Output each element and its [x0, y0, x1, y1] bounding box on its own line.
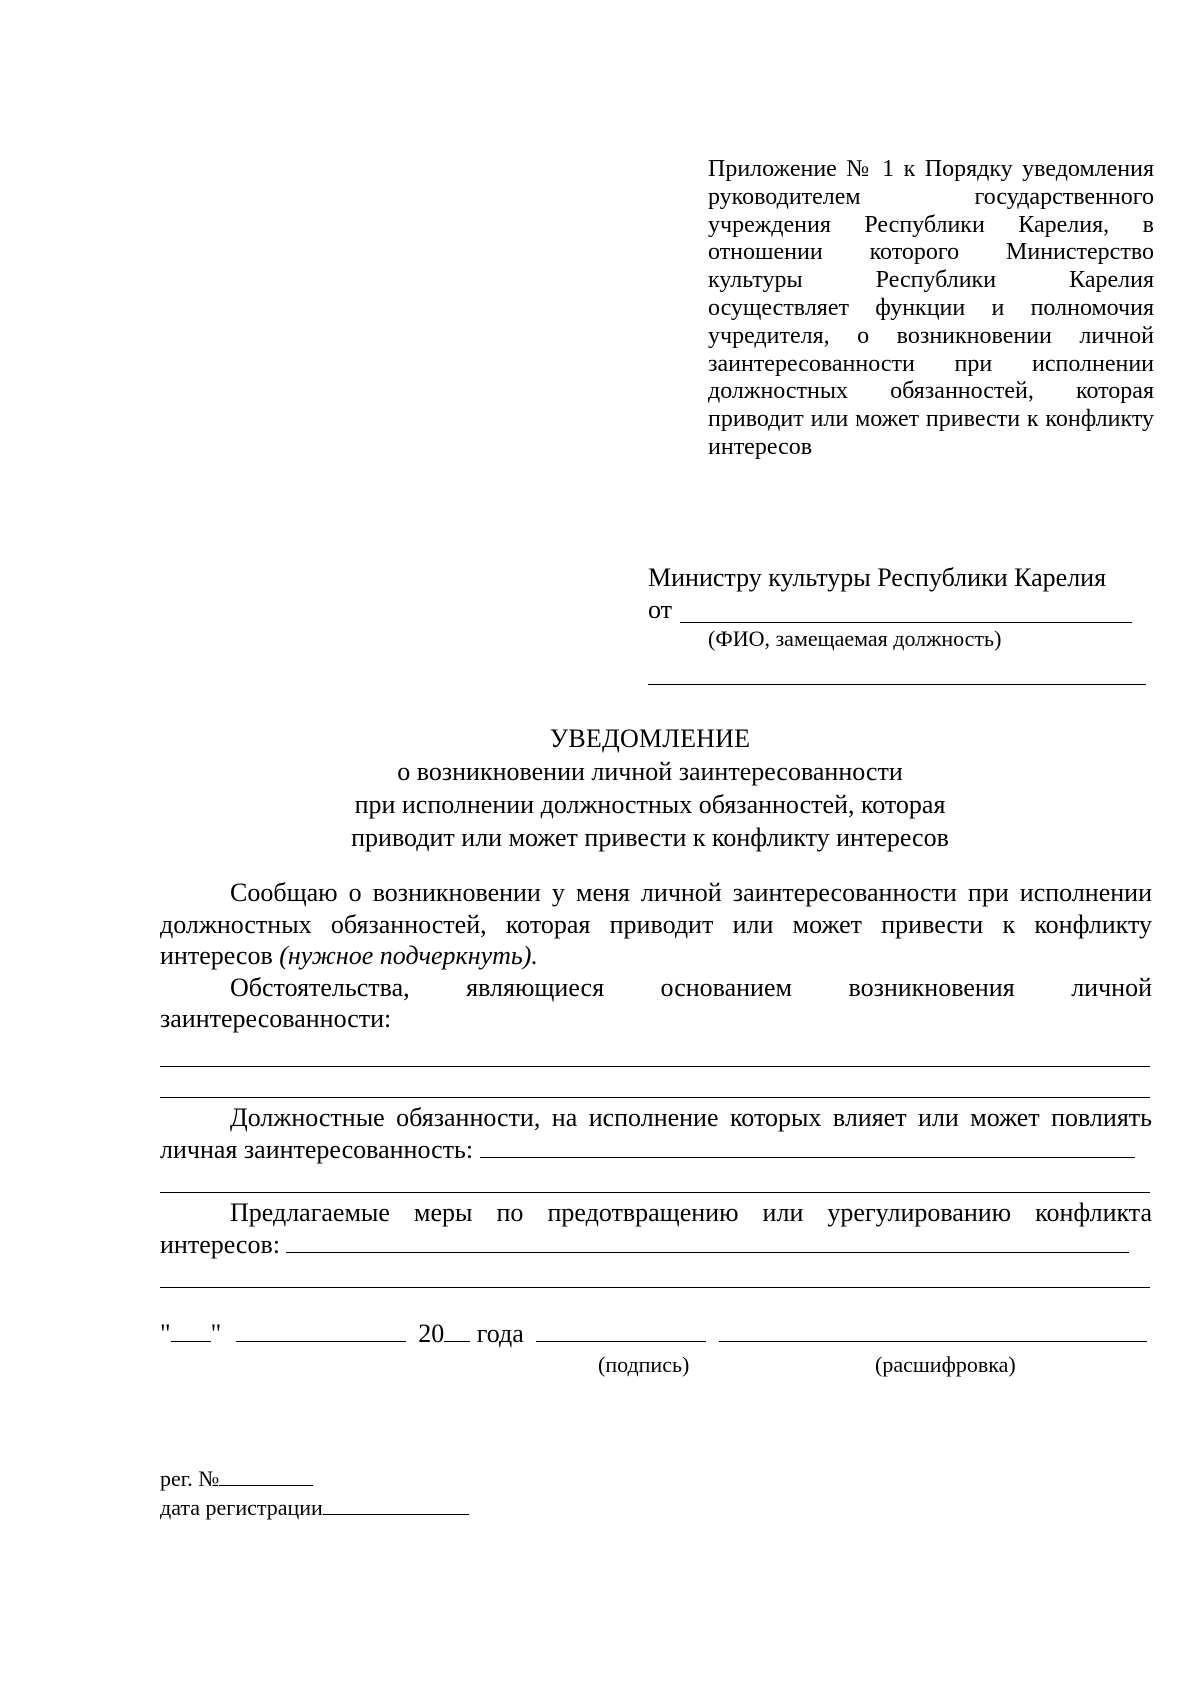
duties-block	[160, 1102, 1152, 1165]
title-line-3: приводит или может привести к конфликту интересов	[351, 823, 949, 852]
measures-line-2[interactable]	[160, 1287, 1150, 1288]
fio-caption: (ФИО, замещаемая должность)	[708, 626, 1002, 651]
position-blank-line[interactable]	[648, 684, 1146, 685]
reg-number-row	[160, 1464, 469, 1493]
year-suffix: года	[476, 1319, 524, 1348]
from-blank-line[interactable]	[680, 622, 1132, 623]
date-signature-row	[160, 1318, 1147, 1350]
quote-open: "	[160, 1319, 171, 1348]
paragraph-circumstances: Обстоятельства, являющиеся основанием возникновения личной заинтересованности:	[160, 972, 1152, 1033]
paragraph-duties-text: Должностные обязанности, на исполнение которых влияет или может повлиять личная заинтересованность:	[160, 1103, 1152, 1164]
year-blank[interactable]	[444, 1341, 470, 1342]
underline-hint: (нужное подчеркнуть).	[279, 941, 538, 970]
from-label: от	[648, 595, 673, 624]
notification-body	[160, 877, 1152, 1035]
paragraph-measures	[160, 1197, 1152, 1260]
registration-block	[160, 1464, 469, 1522]
reg-date-blank[interactable]	[323, 1514, 469, 1515]
duties-inline-line[interactable]	[480, 1157, 1135, 1158]
signature-blank[interactable]	[536, 1341, 706, 1342]
paragraph-duties	[160, 1102, 1152, 1165]
document-title	[150, 722, 1150, 854]
day-blank[interactable]	[171, 1341, 211, 1342]
circumstances-line-1[interactable]	[160, 1066, 1150, 1067]
paragraph-report-text: Сообщаю о возникновении у меня личной заинтересованности при исполнении должностных обязанностей, которая приводит или может привести к конфликту интересов	[160, 878, 1152, 970]
reg-number-label: рег. №	[160, 1466, 220, 1491]
paragraph-report	[160, 877, 1152, 972]
measures-inline-line[interactable]	[286, 1252, 1129, 1253]
reg-number-blank[interactable]	[219, 1485, 313, 1486]
month-blank[interactable]	[236, 1341, 406, 1342]
year-prefix: 20	[418, 1319, 445, 1348]
title-line-2: при исполнении должностных обязанностей, которая	[354, 790, 946, 819]
reg-date-row	[160, 1493, 469, 1522]
addressee-minister: Министру культуры Республики Карелия	[648, 563, 1107, 592]
decode-caption: (расшифровка)	[875, 1352, 1016, 1377]
title-line-1: о возникновении личной заинтересованности	[397, 757, 903, 786]
measures-block	[160, 1197, 1152, 1260]
title-main: УВЕДОМЛЕНИЕ	[549, 724, 751, 753]
signature-caption: (подпись)	[598, 1352, 690, 1377]
addressee-block	[648, 562, 1148, 651]
duties-line-2[interactable]	[160, 1192, 1150, 1193]
quote-close: "	[210, 1319, 222, 1348]
circumstances-line-2[interactable]	[160, 1097, 1150, 1098]
appendix-note: Приложение № 1 к Порядку уведомления руководителем государственного учреждения Республики Карелия, в отношении которого Министерство культуры Республики Карелия осуществляет функции и полномочия учредителя, о возникновении личной заинтересованности при исполнении должностных обязанностей, которая приводит или может привести к конфликту интересов	[708, 156, 1154, 460]
from-row	[648, 594, 1148, 628]
reg-date-label: дата регистрации	[160, 1495, 323, 1520]
paragraph-measures-text: Предлагаемые меры по предотвращению или урегулированию конфликта интересов:	[160, 1198, 1152, 1259]
decode-blank[interactable]	[719, 1341, 1147, 1342]
